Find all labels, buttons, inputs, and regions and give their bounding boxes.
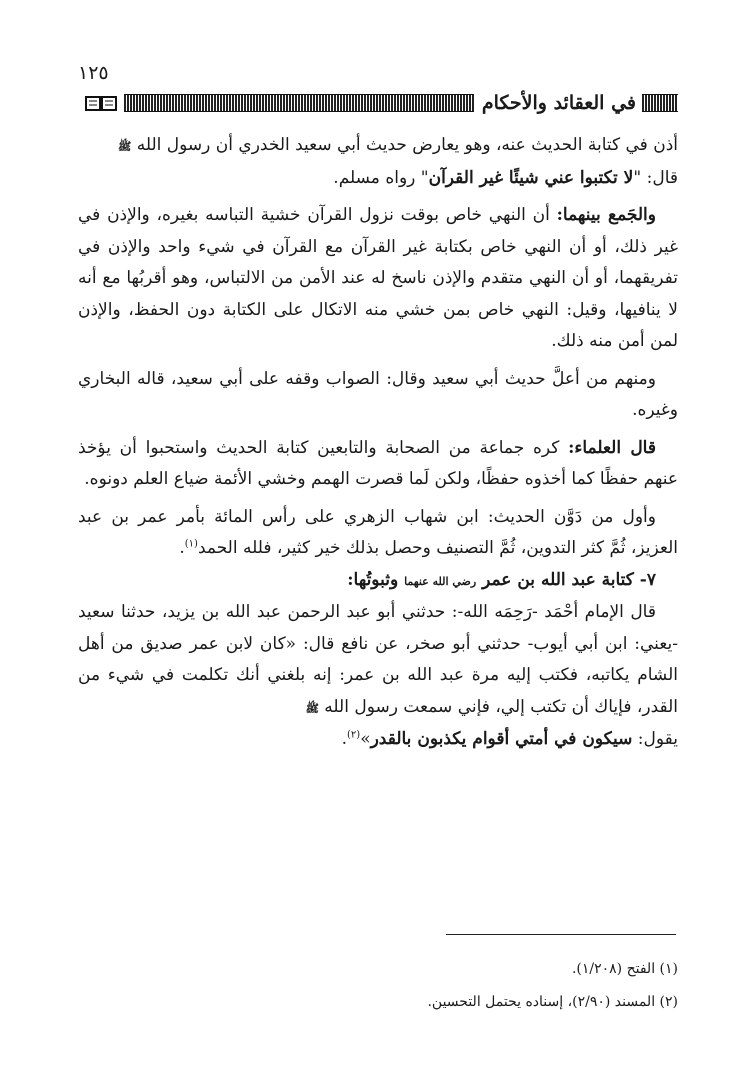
running-header	[84, 90, 678, 116]
honorific-glyph: رضي الله عنهما	[404, 574, 477, 588]
header-ornament-left	[124, 94, 474, 112]
footnote-1: (١) الفتح (١/٢٠٨).	[571, 961, 678, 977]
paragraph-3: ومنهم من أعلَّ حديث أبي سعيد وقال: الصواب وقفه على أبي سعيد، قاله البخاري وغيره.	[78, 368, 678, 420]
footnote-ref-2: (٢)	[347, 729, 361, 741]
paragraph-1b: قال: "لا تكتبوا عني شيئًا غير القرآن" رواه مسلم.	[333, 167, 678, 188]
salla-glyph: ﷺ	[118, 140, 132, 153]
footnote-divider	[446, 934, 676, 935]
paragraph-5: وأول من دَوَّن الحديث: ابن شهاب الزهري على رأس المائة بأمر عمر بن عبد العزيز، ثُمَّ كثر التدوين، ثُمَّ التصنيف وحصل بذلك خير كثير، فلله الحمد$^{(١)}$.	[78, 506, 678, 558]
page-number: ١٢٥	[78, 62, 109, 84]
paragraph-6: قال الإمام أحْمَد -رَحِمَه الله-: حدثني أبو عبد الرحمن عبد الله بن يزيد، حدثنا سعيد -يعني: ابن أبي أيوب- حدثني أبو صخر، عن نافع قال: «كان لابن عمر صديق من أهل الشام يكاتبه، فكتب إليه مرة عبد الله بن عمر: إنه بلغني أنك تكلمت في شيء من القدر، فإياك أن تكتب إلي، فإني سمعت رسول الله ﷺ	[78, 602, 678, 717]
body-text	[78, 130, 678, 756]
paragraph-4: قال العلماء: كره جماعة من الصحابة والتابعين كتابة الحديث واستحبوا أن يؤخذ عنهم حفظًا كما أخذوه حفظًا، ولكن لَما قصرت الهمم وخشي الأئمة ضياع العلم دونوه.	[78, 437, 678, 489]
paragraph-2: والجَمع بينهما: أن النهي خاص بوقت نزول القرآن خشية التباسه بغيره، والإذن في غير ذلك، أو أن النهي خاص بكتابة غير القرآن مع القرآن في شيء واحد والإذن في تفريقهما، أو أن النهي متقدم والإذن ناسخ له عند الأمن من الالتباس، وهو أقربُها مع أنه لا ينافيها، وقيل: النهي خاص بمن خشي منه الاتكال على الكتابة دون الحفظ، والإذن لمن أمن منه ذلك.	[78, 205, 678, 351]
header-ornament-right	[642, 94, 678, 112]
section-heading: ٧- كتابة عبد الله بن عمر رضي الله عنهما وثبوتُها:	[347, 569, 656, 590]
salla-glyph: ﷺ	[305, 701, 319, 715]
open-book-icon	[84, 93, 118, 113]
header-title: في العقائد والأحكام	[481, 92, 636, 114]
footnote-ref-1: (١)	[184, 538, 198, 550]
paragraph-1: أذن في كتابة الحديث عنه، وهو يعارض حديث أبي سعيد الخدري أن رسول الله ﷺ	[118, 135, 678, 155]
paragraph-6b: يقول: سيكون في أمتي أقوام يكذبون بالقدر»$^{(٢)}$.	[341, 729, 678, 749]
footnote-2: (٢) المسند (٢/٩٠)، إسناده يحتمل التحسين.	[427, 994, 678, 1010]
footnotes	[78, 953, 678, 1019]
